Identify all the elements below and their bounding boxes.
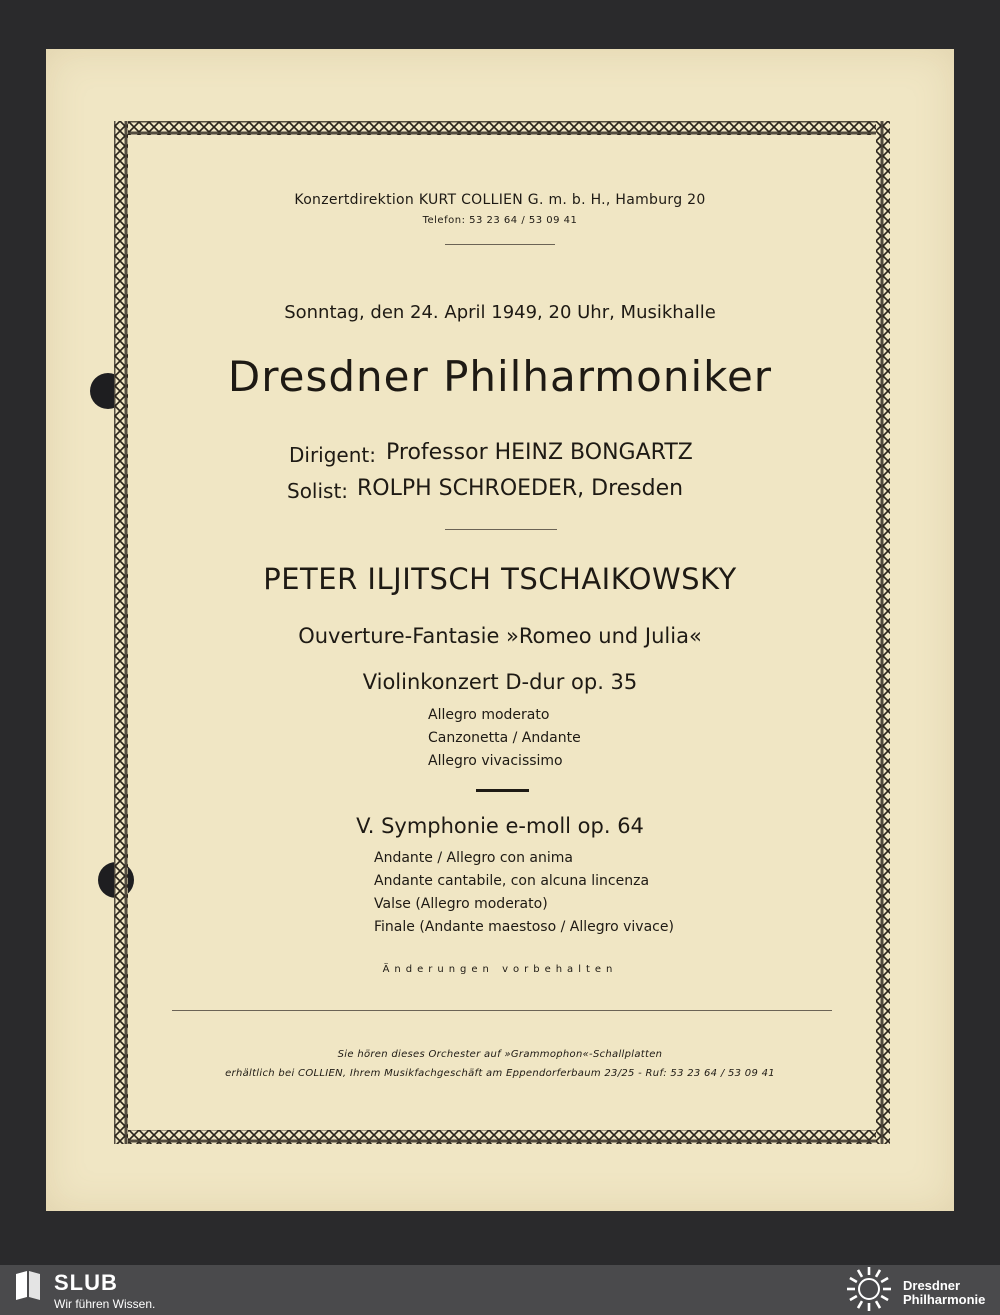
divider-top <box>445 244 555 245</box>
composer-name: PETER ILJITSCH TSCHAIKOWSKY <box>263 562 737 596</box>
orchestra-title: Dresdner Philharmoniker <box>227 352 773 401</box>
changes-note: Änderungen vorbehalten <box>382 964 618 975</box>
soloist-name: ROLPH SCHROEDER, Dresden <box>357 476 684 501</box>
work-violin-concerto: Violinkonzert D-dur op. 35 <box>362 670 638 694</box>
movement-item: Andante / Allegro con anima <box>374 850 573 866</box>
movement-item: Canzonetta / Andante <box>428 730 581 746</box>
shop-note: erhältlich bei COLLIEN, Ihrem Musikfachgeschäft am Eppendorferbaum 23/25 - Ruf: 53 23 64 / 53 09 41 <box>225 1068 775 1079</box>
work-romeo-julia: Ouverture-Fantasie »Romeo und Julia« <box>298 624 702 648</box>
divider-short <box>476 789 529 792</box>
movement-item: Allegro moderato <box>428 707 550 723</box>
phone-line: Telefon: 53 23 64 / 53 09 41 <box>422 215 578 226</box>
agency-line: Konzertdirektion KURT COLLIEN G. m. b. H., Hamburg 20 <box>294 192 706 208</box>
slub-book-icon <box>14 1270 42 1302</box>
date-line: Sonntag, den 24. April 1949, 20 Uhr, Musikhalle <box>284 302 716 323</box>
library-tagline: Wir führen Wissen. <box>54 1297 156 1311</box>
partner-name-line2: Philharmonie <box>903 1292 986 1307</box>
philharmonie-sunburst-icon <box>842 1266 896 1312</box>
recording-note: Sie hören dieses Orchester auf »Grammophon«-Schallplatten <box>337 1049 663 1060</box>
movement-item: Andante cantabile, con alcuna lincenza <box>374 873 650 889</box>
divider-bottom <box>172 1010 832 1011</box>
conductor-name: Professor HEINZ BONGARTZ <box>386 440 693 465</box>
partner-name <box>903 1279 985 1307</box>
movement-item: Finale (Andante maestoso / Allegro vivace) <box>374 919 674 935</box>
movement-item: Valse (Allegro moderato) <box>374 896 548 912</box>
soloist-label: Solist: <box>287 479 349 503</box>
partner-name-line1: Dresdner <box>903 1278 961 1293</box>
movement-item: Allegro vivacissimo <box>428 753 563 769</box>
library-name: SLUB <box>54 1270 118 1295</box>
conductor-label: Dirigent: <box>289 443 376 467</box>
divider-mid <box>445 529 557 530</box>
work-symphony: V. Symphonie e-moll op. 64 <box>356 814 644 838</box>
